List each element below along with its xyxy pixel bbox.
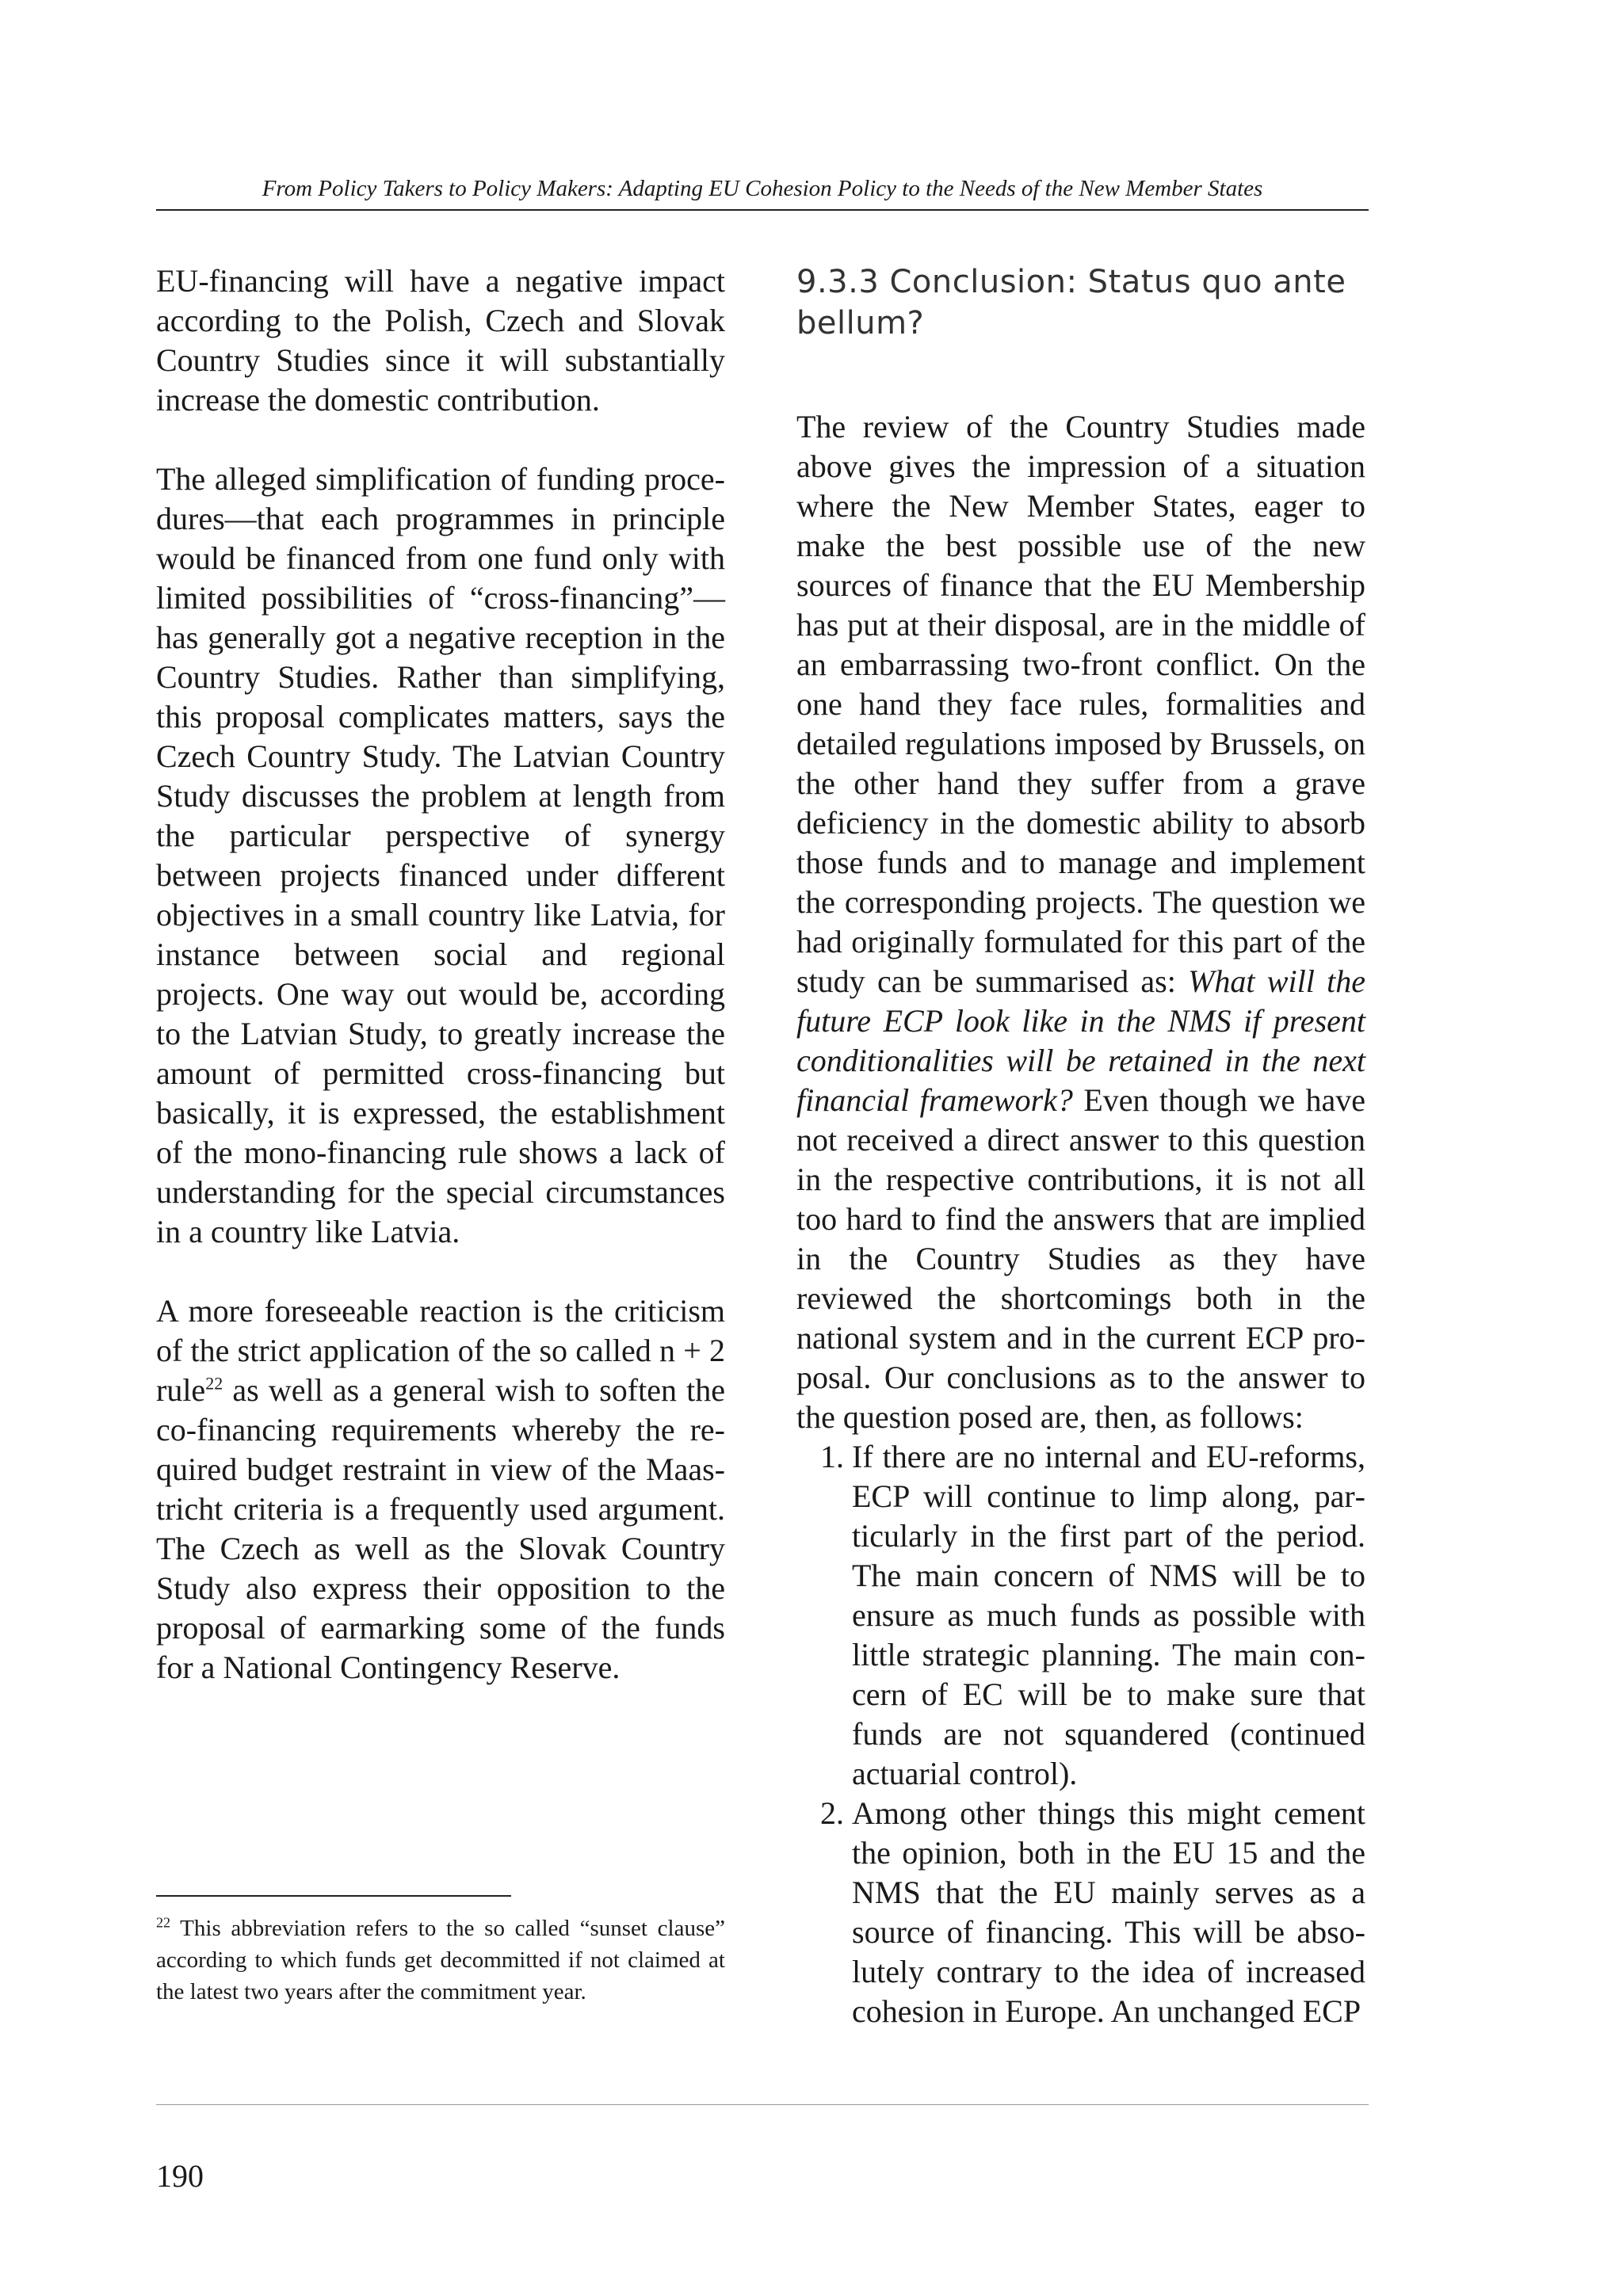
italic-question: What will the future ECP look like in the NMS if present conditionalities will be retained in the next financial framework? bbox=[796, 963, 1365, 1118]
list-item-text: Among other things this might cement the opinion, both in the EU 15 and the NMS that the EU mainly serves as a source of financing. This will be absolutely contrary to the idea of increased cohesion in Europe. An unchanged ECP bbox=[852, 1795, 1365, 2029]
paragraph-text: Even though we have not received a direct answer to this question in the respective contributions, it is not all too hard to find the answers that are implied in the Country Studies as they have reviewed the shortcomings both in the national system and in the current ECP proposal. Our conclusions as to the answer to the question posed are, then, as follows: bbox=[796, 1082, 1365, 1435]
left-column bbox=[156, 261, 725, 1688]
running-header: From Policy Takers to Policy Makers: Adapting EU Cohesion Policy to the Needs of the New Member States bbox=[156, 173, 1369, 211]
footnote-reference[interactable]: 22 bbox=[205, 1373, 223, 1394]
paragraph-text: A more foreseeable reaction is the criticism of the strict application of the so called n + 2 rule bbox=[156, 1293, 725, 1408]
paragraph: The alleged simplification of funding procedures—that each programmes in principle would be financed from one fund only with limited possibilities of “cross-financing”—has generally got a negative reception in the Country Studies. Rather than simplifying, this proposal complicates matters, says the Czech Country Study. The Latvian Country Study discusses the problem at length from the particular perspective of synergy between projects financed under different objectives in a small country like Latvia, for instance between social and regional projects. One way out would be, according to the Latvian Study, to greatly increase the amount of permitted cross-financing but basically, it is expressed, the establishment of the mono-financing rule shows a lack of understanding for the special circumstances in a country like Latvia. bbox=[156, 461, 725, 1249]
paragraph-text: as well as a general wish to soften the co-financing requirements whereby the required budget restraint in view of the Maastricht criteria is a frequently used argument. The Czech as well as the Slovak Country Study also express their opposition to the proposal of earmarking some of the funds for a National Contingency Reserve. bbox=[156, 1372, 725, 1685]
footnote-number: 22 bbox=[156, 1914, 170, 1931]
footnote bbox=[156, 1913, 725, 2008]
paragraph bbox=[156, 1291, 725, 1688]
list-item bbox=[796, 1437, 1365, 1794]
paragraph-text: The review of the Country Studies made above gives the impression of a situation where the New Member States, eager to make the best possible use of the new sources of finance that the EU Membership has put at their disposal, are in the middle of an embarrassing two-front conflict. On the one hand they face rules, formalities and detailed regulations imposed by Brussels, on the other hand they suffer from a grave deficiency in the domestic ability to absorb those funds and to manage and implement the corresponding projects. The question we had originally formulated for this part of the study can be summarised as: bbox=[796, 409, 1365, 999]
paragraph bbox=[796, 407, 1365, 1437]
list-number: 1. bbox=[820, 1439, 844, 1474]
list-number: 2. bbox=[820, 1795, 844, 1831]
footnote-text: This abbreviation refers to the so called “sunset clause” according to which funds get decommitted if not claimed at the latest two years after the commitment year. bbox=[156, 1916, 725, 2004]
bottom-divider bbox=[156, 2104, 1369, 2105]
list-item bbox=[796, 1794, 1365, 2031]
right-column bbox=[796, 261, 1365, 2031]
list-item-text: If there are no internal and EU-reforms, ECP will continue to limp along, particularly in the first part of the period. The main concern of NMS will be to ensure as much funds as possible with little strategic planning. The main concern of EC will be to make sure that funds are not squandered (continued actuarial control). bbox=[852, 1439, 1365, 1791]
page-number: 190 bbox=[156, 2158, 204, 2194]
section-heading: 9.3.3 Conclusion: Status quo ante bellum? bbox=[796, 264, 1346, 341]
paragraph: EU-financing will have a negative impact according to the Polish, Czech and Slovak Country Studies since it will substantially increase the domestic contribution. bbox=[156, 263, 725, 418]
footnote-divider bbox=[156, 1895, 511, 1897]
conclusion-list bbox=[796, 1437, 1365, 2031]
